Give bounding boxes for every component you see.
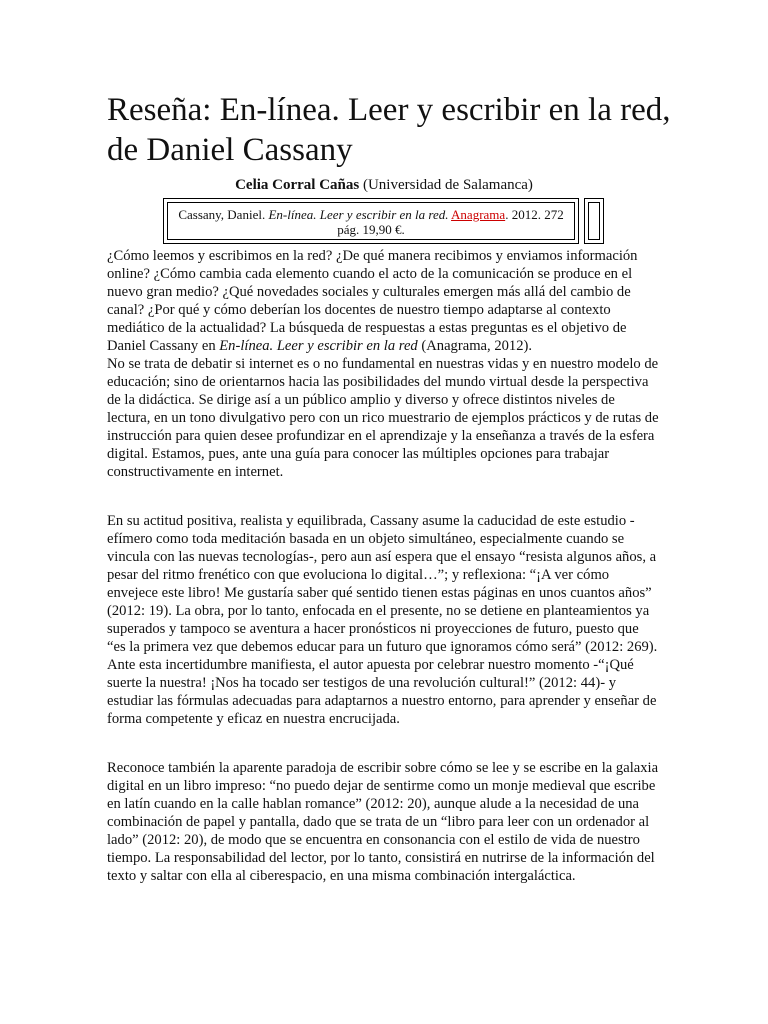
paragraph-3: En su actitud positiva, realista y equilibrada, Cassany asume la caducidad de este estudio -efímero como toda meditación basada en un objeto simultáneo, especialmente cuando se vincula con las nuevas tecnologías-, pero aun así espera que el ensayo “resista algunos años, a pesar del ritmo frenético con que evoluciona lo digital…”; y reflexiona: “¡A ver cómo envejece este libro! Me gustaría saber qué sentido tienen estas páginas en unos cuantos años” (2012: 19). La obra, por lo tanto, enfocada en el presente, no se detiene en planteamientos ya superados y tampoco se aventura a hacer pronósticos ni proyecciones de futuro, puesto que “es la primera vez que debemos educar para un futuro que ignoramos cómo será” (2012: 269). Ante esta incertidumbre manifiesta, el autor apuesta por celebrar nuestro momento -“¡Qué suerte la nuestra! ¡Nos ha tocado ser testigos de una revolución cultural!” (2012: 44)- y estudiar las fórmulas adecuadas para adaptarnos a nuestro entorno, para aprender y enseñar de forma competente y eficaz en nuestra encrucijada. <box>107 513 658 727</box>
paragraph-2: No se trata de debatir si internet es o no fundamental en nuestras vidas y en nuestro modelo de educación; sino de orientarnos hacia las posibilidades del mundo virtual desde la perspectiva de la didáctica. Se dirige así a un público amplio y diverso y ofrece distintos niveles de lectura, en un tono divulgativo pero con un rico muestrario de ejemplos prácticos y de rutas de instrucción para quien desee profundizar en el aprendizaje y la enseñanza a través de la esfera digital. Estamos, pues, ante una guía para conocer las múltiples opciones para trabajar constructivamente en internet. <box>107 356 659 480</box>
page-title: Reseña: En-línea. Leer y escribir en la red, de Daniel Cassany <box>107 92 671 168</box>
reference-book-title: En-línea. Leer y escribir en la red. <box>268 207 449 222</box>
reference-details: . 2012. 272 pág. 19,90 €. <box>337 207 564 237</box>
paragraph-1-book-title: En-línea. Leer y escribir en la red <box>219 338 418 354</box>
paragraph-4: Reconoce también la aparente paradoja de escribir sobre cómo se lee y se escribe en la galaxia digital en un libro impreso: “no puedo dejar de sentirme como un monje medieval que escribe en latín cuando en la calle hablan romance” (2012: 20), aunque alude a la necesidad de una combinación de papel y pantalla, dado que se trata de un “libro para leer con un ordenador al lado” (2012: 20), de modo que se encuentra en consonancia con el estilo de vida de nuestro tiempo. La responsabilidad del lector, por lo tanto, consistirá en nutrirse de la información del texto y saltar con ella al ciberespacio, en una misma combinación intergaláctica. <box>107 760 659 884</box>
reference-text <box>167 202 575 240</box>
paragraph-1-text: ¿Cómo leemos y escribimos en la red? ¿De qué manera recibimos y enviamos información online? ¿Cómo cambia cada elemento cuando el acto de la comunicación se produce en el nuevo gran medio? ¿Qué novedades sociales y culturales emergen más allá del cambio de canal? ¿Por qué y cómo deberían los docentes de nuestro tiempo adaptarse al contexto mediático de la actualidad? La búsqueda de respuestas a estas preguntas es el objetivo de Daniel Cassany en <box>107 248 638 354</box>
article-body <box>107 247 659 885</box>
author-affiliation: (Universidad de Salamanca) <box>362 177 533 193</box>
paragraph-1 <box>107 247 659 355</box>
paragraph-1-end: (Anagrama, 2012). <box>417 338 533 354</box>
table-side-cell-inner <box>588 202 600 240</box>
publisher-link[interactable]: Anagrama <box>451 207 506 222</box>
reference-author: Cassany, Daniel. <box>178 207 266 222</box>
author-name: Celia Corral Cañas <box>235 177 360 193</box>
reference-box <box>163 198 579 244</box>
byline <box>0 176 768 194</box>
